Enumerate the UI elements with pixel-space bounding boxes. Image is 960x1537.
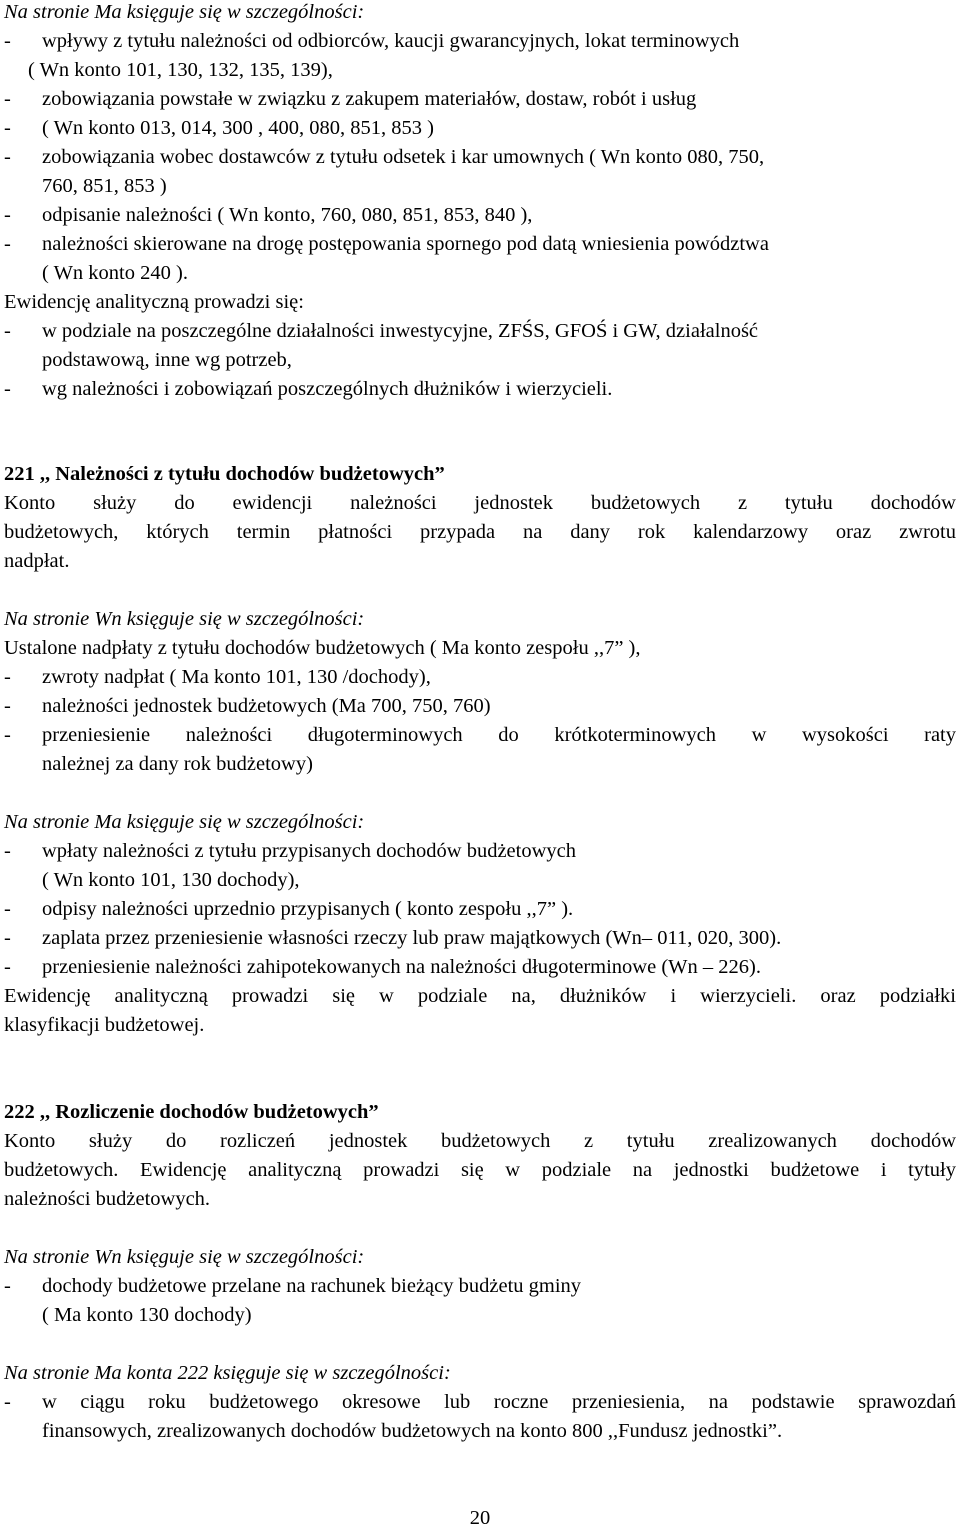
account-222-desc-line: budżetowych. Ewidencję analityczną prowadzi się w podziale na jednostki budżetowe i tytuły [4,1159,956,1181]
ewid-paragraph-line: Ewidencję analityczną prowadzi się w podziale na, dłużników i wierzycieli. oraz podziałki [4,985,956,1007]
ewid-paragraph-line: klasyfikacji budżetowej. [4,1014,205,1036]
account-222-desc-line: Konto służy do rozliczeń jednostek budżetowych z tytułu zrealizowanych dochodów [4,1130,956,1152]
account-222-title: 222 ,, Rozliczenie dochodów budżetowych” [4,1101,379,1123]
section-heading-wn: Na stronie Wn księguje się w szczególności: [4,1246,365,1268]
list-item: - odpisy należności uprzednio przypisanych ( konto zespołu ,,7” ). [4,898,574,920]
account-221-desc-line: nadpłat. [4,550,70,572]
list-item: - przeniesienie należności długoterminowych do krótkoterminowych w wysokości raty należnej za dany rok budżetowy) [4,724,956,775]
list-item: - w ciągu roku budżetowego okresowe lub roczne przeniesienia, na podstawie sprawozdań finansowych, zrealizowanych dochodów budżetowych na konto 800 ,,Fundusz jednostki”. [4,1391,956,1442]
list-item: - wpływy z tytułu należności od odbiorców, kaucji gwarancyjnych, lokat terminowych ( Wn konto 101, 130, 132, 135, 139), [4,30,740,81]
account-222-desc-line: należności budżetowych. [4,1188,211,1210]
list-item: - przeniesienie należności zahipotekowanych na należności długoterminowe (Wn – 226). [4,956,761,978]
section-heading-ma: Na stronie Ma konta 222 księguje się w szczególności: [4,1362,451,1384]
account-221-title: 221 ,, Należności z tytułu dochodów budżetowych” [4,463,445,485]
section-heading-wn: Na stronie Wn księguje się w szczególności: [4,608,365,630]
account-221-desc-line: Konto służy do ewidencji należności jednostek budżetowych z tytułu dochodów [4,492,956,514]
account-221-desc-line: budżetowych, których termin płatności przypada na dany rok kalendarzowy oraz zwrotu [4,521,956,543]
ewid-heading: Ewidencję analityczną prowadzi się: [4,291,304,313]
list-item: - odpisanie należności ( Wn konto, 760, 080, 851, 853, 840 ), [4,204,533,226]
page-number: 20 [469,1507,491,1529]
list-item: - zobowiązania wobec dostawców z tytułu odsetek i kar umownych ( Wn konto 080, 750, 760, 851, 853 ) [4,146,765,197]
wn-intro: Ustalone nadpłaty z tytułu dochodów budżetowych ( Ma konto zespołu ,,7” ), [4,637,641,659]
list-item: - zaplata przez przeniesienie własności rzeczy lub praw majątkowych (Wn– 011, 020, 300). [4,927,782,949]
list-item: - zwroty nadpłat ( Ma konto 101, 130 /dochody), [4,666,431,688]
section-heading-ma: Na stronie Ma księguje się w szczególności: [4,811,365,833]
list-item: - należności jednostek budżetowych (Ma 700, 750, 760) [4,695,491,717]
list-item: - dochody budżetowe przelane na rachunek bieżący budżetu gminy ( Ma konto 130 dochody) [4,1275,582,1326]
list-item: - w podziale na poszczególne działalności inwestycyjne, ZFŚS, GFOŚ i GW, działalność podstawową, inne wg potrzeb, [4,320,759,371]
list-item: - ( Wn konto 013, 014, 300 , 400, 080, 851, 853 ) [4,117,434,139]
list-item: - należności skierowane na drogę postępowania spornego pod datą wniesienia powództwa ( Wn konto 240 ). [4,233,769,284]
list-item: - wg należności i zobowiązań poszczególnych dłużników i wierzycieli. [4,378,613,400]
section-heading-ma: Na stronie Ma księguje się w szczególności: [4,1,365,23]
list-item: - wpłaty należności z tytułu przypisanych dochodów budżetowych ( Wn konto 101, 130 dochody), [4,840,576,891]
list-item: - zobowiązania powstałe w związku z zakupem materiałów, dostaw, robót i usług [4,88,697,110]
